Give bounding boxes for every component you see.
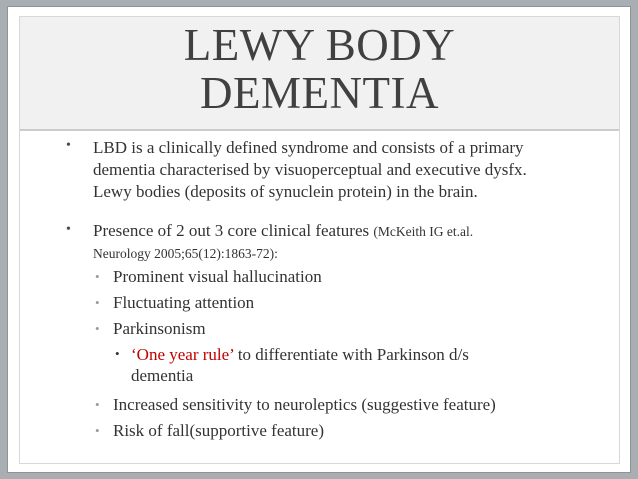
sub-item-attention: Fluctuating attention	[113, 293, 255, 312]
sub-bullet-icon: •	[95, 321, 100, 336]
bullet-2-main-text: Presence of 2 out 3 core clinical features	[93, 221, 374, 240]
sub-item-risk-of-fall: Risk of fall(supportive feature)	[113, 421, 325, 440]
bullet-icon: •	[66, 222, 71, 237]
sub-bullet-icon: •	[95, 423, 100, 438]
bullet-1-line-2: dementia characterised by visuoperceptual and executive dysfx.	[93, 160, 527, 179]
title-line-1: LEWY BODY	[183, 20, 456, 70]
sub-sub-item-one-year-rule-line-2: dementia	[131, 366, 194, 385]
one-year-rule-text: to differentiate with Parkinson d/s	[233, 345, 469, 364]
bullet-2-reference: (McKeith IG et.al.	[373, 224, 474, 239]
slide	[7, 6, 631, 473]
sub-item-neuroleptics: Increased sensitivity to neuroleptics (suggestive feature)	[113, 395, 496, 414]
title-line-2: DEMENTIA	[200, 68, 439, 118]
bullet-2-line-2: Neurology 2005;65(12):1863-72):	[93, 246, 278, 261]
sub-bullet-icon: •	[95, 269, 100, 284]
sub-sub-item-one-year-rule	[131, 344, 469, 365]
sub-bullet-icon: •	[95, 295, 100, 310]
sub-item-parkinsonism: Parkinsonism	[113, 319, 206, 338]
sub-sub-bullet-icon: •	[115, 346, 120, 361]
sub-bullet-icon: •	[95, 397, 100, 412]
bullet-2-line-1	[93, 220, 473, 242]
bullet-1-line-1: LBD is a clinically defined syndrome and consists of a primary	[93, 138, 524, 157]
slide-body	[8, 7, 632, 474]
bullet-1-line-3: Lewy bodies (deposits of synuclein protein) in the brain.	[93, 182, 478, 201]
sub-item-hallucination: Prominent visual hallucination	[113, 267, 322, 286]
bullet-icon: •	[66, 138, 71, 153]
one-year-rule-highlight: ‘One year rule’	[131, 345, 234, 364]
